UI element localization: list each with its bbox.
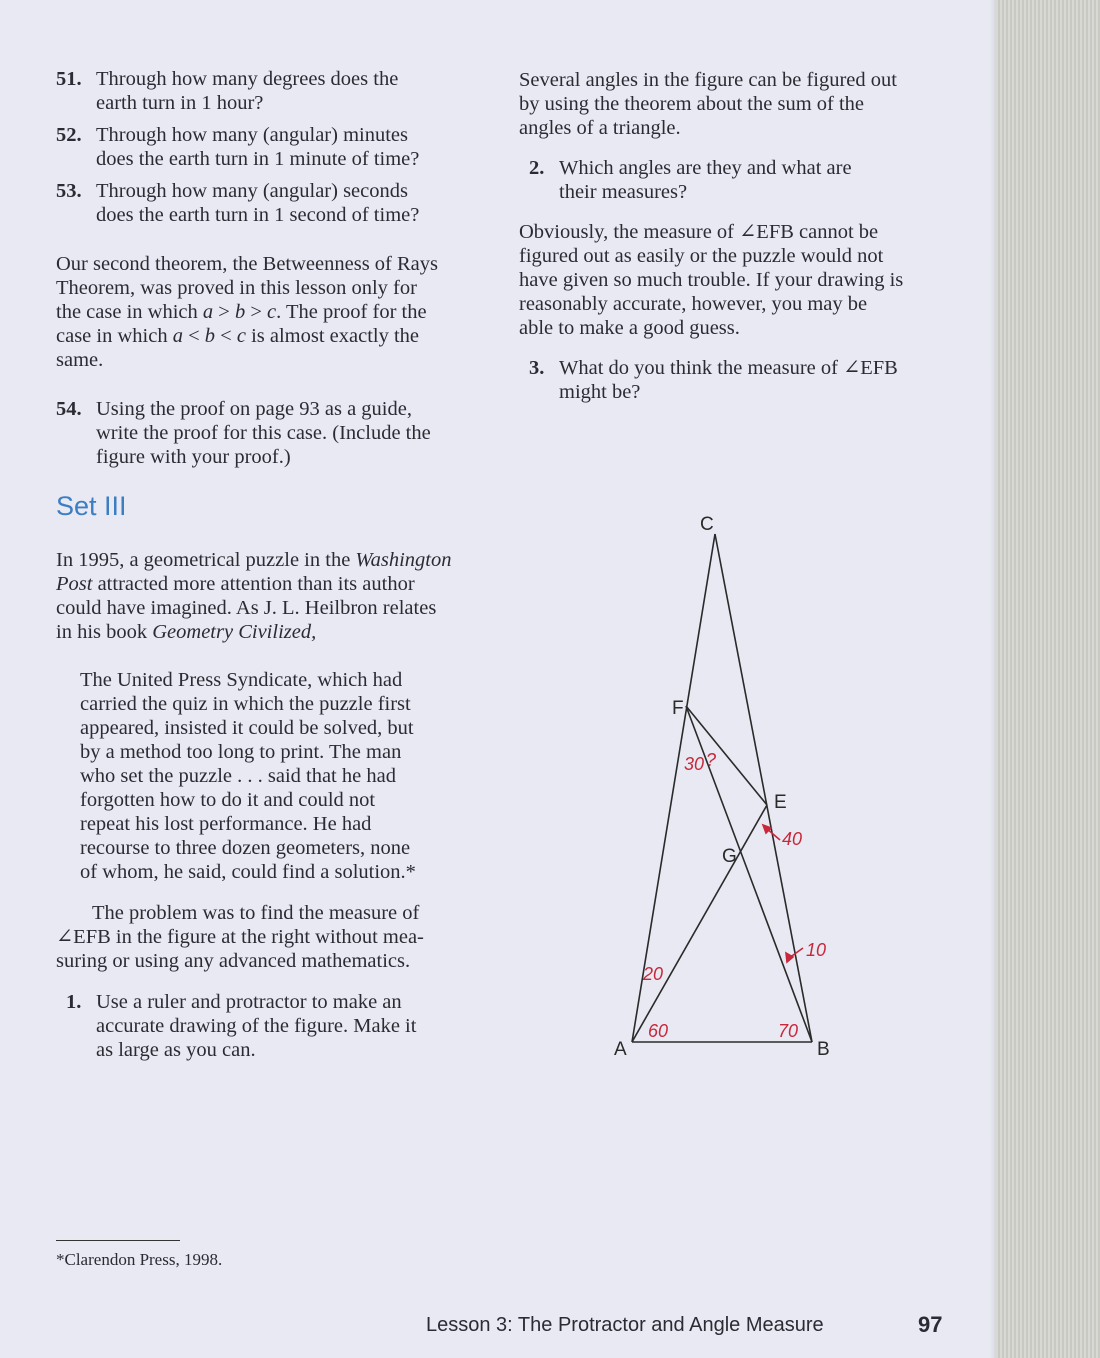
exercise-53: [56, 179, 496, 227]
paragraph-line: reasonably accurate, however, you may be: [519, 293, 868, 315]
exercise-number: 52.: [56, 124, 82, 146]
quote-line: recourse to three dozen geometers, none: [80, 837, 411, 859]
guess-paragraph: [519, 220, 959, 340]
paragraph-line: Obviously, the measure of ∠EFB cannot be: [519, 221, 879, 243]
exercise-line: might be?: [559, 381, 641, 403]
paragraph-line: ∠EFB in the figure at the right without mea-: [56, 926, 424, 948]
quote-line: by a method too long to print. The man: [80, 741, 402, 763]
set-heading: Set III: [56, 491, 127, 521]
point-label-c: C: [700, 514, 714, 535]
exercise-54: [56, 397, 496, 469]
quote-line: The United Press Syndicate, which had: [80, 669, 403, 691]
paragraph-line: figured out as easily or the puzzle would not: [519, 245, 884, 267]
exercise-line: write the proof for this case. (Include the: [96, 422, 431, 444]
exercise-line: figure with your proof.): [96, 446, 291, 468]
paragraph-line: In 1995, a geometrical puzzle in the Washington: [56, 549, 452, 571]
angle-label-20: 20: [643, 964, 664, 984]
quote-line: carried the quiz in which the puzzle first: [80, 693, 411, 715]
quote-line: of whom, he said, could find a solution.*: [80, 861, 416, 883]
exercise-52: [56, 123, 496, 171]
footnote: *Clarendon Press, 1998.: [56, 1250, 223, 1269]
paragraph-line: could have imagined. As J. L. Heilbron relates: [56, 597, 437, 619]
problem-paragraph: [56, 901, 496, 973]
paragraph-line: same.: [56, 349, 104, 371]
footnote-rule: [56, 1240, 180, 1241]
exercise-line: accurate drawing of the figure. Make it: [96, 1015, 417, 1037]
exercise-line: their measures?: [559, 181, 688, 203]
betweenness-paragraph: [56, 252, 496, 372]
paragraph-line: The problem was to find the measure of: [92, 902, 420, 924]
point-label-g: G: [722, 846, 737, 867]
point-label-e: E: [774, 792, 787, 813]
angle-label-40: 40: [782, 829, 803, 849]
paragraph-line: suring or using any advanced mathematics.: [56, 950, 411, 972]
quote-line: repeat his lost performance. He had: [80, 813, 372, 835]
angle-label-30: 30: [684, 754, 705, 774]
exercise-line: does the earth turn in 1 second of time?: [96, 204, 420, 226]
exercise-line: Which angles are they and what are: [559, 157, 852, 179]
exercise-line: Using the proof on page 93 as a guide,: [96, 398, 412, 420]
paragraph-line: by using the theorem about the sum of the: [519, 93, 865, 115]
exercise-number: 51.: [56, 68, 82, 90]
triangle-figure: [600, 505, 850, 1065]
point-label-f: F: [672, 698, 684, 719]
unknown-angle-label: ?: [706, 750, 717, 770]
quote-line: who set the puzzle . . . said that he had: [80, 765, 396, 787]
exercise-line: Use a ruler and protractor to make an: [96, 991, 402, 1013]
exercise-3: [529, 356, 949, 404]
exercise-2: [529, 156, 949, 204]
point-label-a: A: [614, 1039, 627, 1060]
point-label-b: B: [817, 1039, 830, 1060]
angle-label-60: 60: [648, 1021, 669, 1041]
exercise-line: Through how many (angular) seconds: [96, 180, 408, 202]
segment-bf: [686, 706, 812, 1042]
page-number: 97: [918, 1312, 943, 1337]
exercise-line: earth turn in 1 hour?: [96, 92, 264, 114]
intro-paragraph: [56, 548, 496, 644]
quote-line: appeared, insisted it could be solved, but: [80, 717, 414, 739]
exercise-line: Through how many degrees does the: [96, 68, 399, 90]
exercise-line: as large as you can.: [96, 1039, 256, 1061]
block-quote: [80, 668, 480, 884]
exercise-number: 54.: [56, 398, 82, 420]
exercise-number: 1.: [66, 991, 82, 1013]
exercise-number: 53.: [56, 180, 82, 202]
book-spine-pages: [996, 0, 1100, 1358]
triangle-sum-paragraph: [519, 68, 959, 140]
angle-label-10: 10: [806, 940, 827, 960]
angle-label-70: 70: [778, 1021, 799, 1041]
paragraph-line: able to make a good guess.: [519, 317, 740, 339]
exercise-line: does the earth turn in 1 minute of time?: [96, 148, 420, 170]
paragraph-line: angles of a triangle.: [519, 117, 681, 139]
paragraph-line: have given so much trouble. If your drawing is: [519, 269, 904, 291]
paragraph-line: Theorem, was proved in this lesson only for: [56, 277, 417, 299]
exercise-51: [56, 67, 496, 115]
quote-line: forgotten how to do it and could not: [80, 789, 376, 811]
side-cb: [715, 534, 812, 1042]
segment-ae: [632, 805, 767, 1042]
paragraph-line: the case in which a > b > c. The proof for the: [56, 301, 427, 323]
paragraph-line: case in which a < b < c is almost exactly the: [56, 325, 420, 347]
paragraph-line: Our second theorem, the Betweenness of Rays: [56, 253, 438, 275]
exercise-line: Through how many (angular) minutes: [96, 124, 408, 146]
paragraph-line: in his book Geometry Civilized,: [56, 621, 317, 643]
running-head: Lesson 3: The Protractor and Angle Measure: [426, 1314, 824, 1336]
paragraph-line: Post attracted more attention than its author: [56, 573, 415, 595]
exercise-1: [66, 990, 496, 1062]
exercise-number: 3.: [529, 357, 545, 379]
paragraph-line: Several angles in the figure can be figured out: [519, 69, 897, 91]
arrowhead-10: [786, 953, 793, 962]
exercise-number: 2.: [529, 157, 545, 179]
exercise-line: What do you think the measure of ∠EFB: [559, 357, 898, 379]
